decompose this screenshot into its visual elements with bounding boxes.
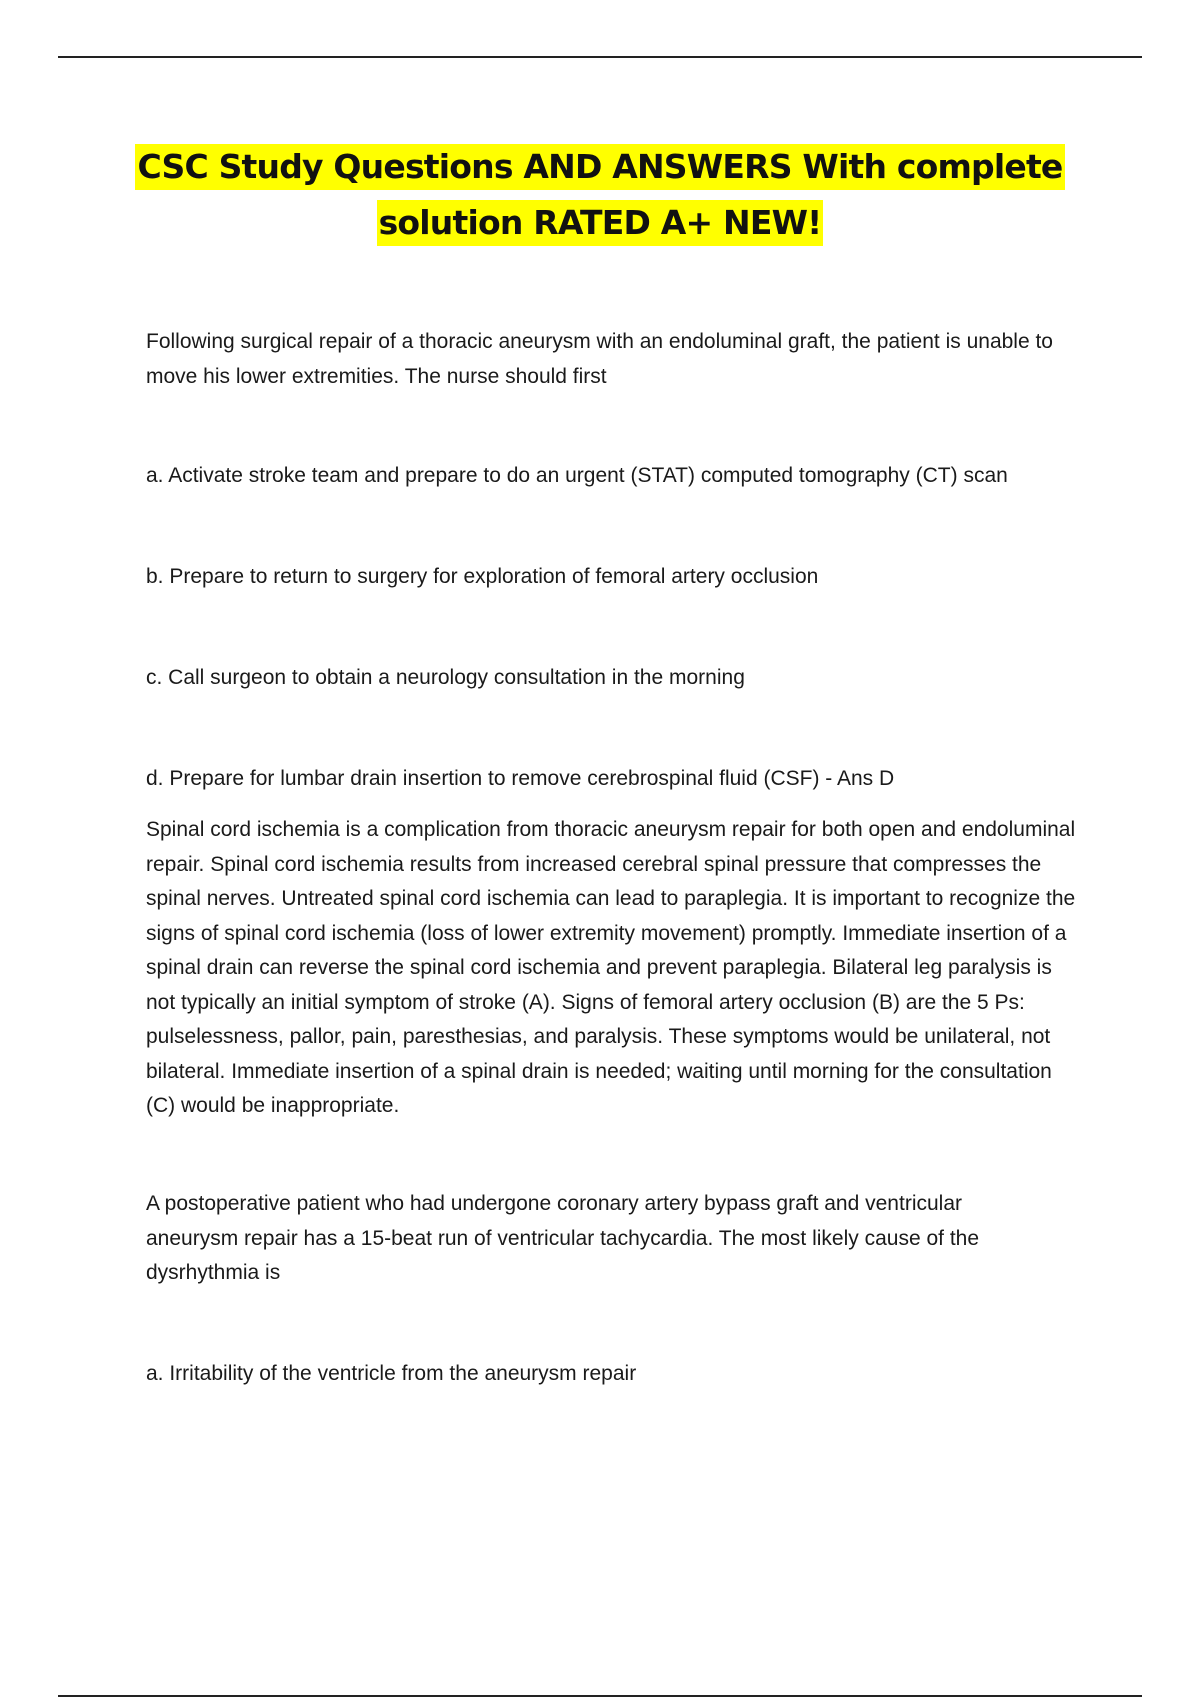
document-title [0,144,1200,256]
bottom-rule [58,1695,1142,1697]
question-1-explanation: Spinal cord ischemia is a complication from thoracic aneurysm repair for both open and endoluminal repair. Spinal cord ischemia results from increased cerebral spinal pressure that compresses the spinal nerves. Untreated spinal cord ischemia can lead to paraplegia. It is important to recognize the signs of spinal cord ischemia (loss of lower extremity movement) promptly. Immediate insertion of a spinal drain can reverse the spinal cord ischemia and prevent paraplegia. Bilateral leg paralysis is not typically an initial symptom of stroke (A). Signs of femoral artery occlusion (B) are the 5 Ps: pulselessness, pallor, pain, paresthesias, and paralysis. These symptoms would be unilateral, not bilateral. Immediate insertion of a spinal drain is needed; waiting until morning for the consultation (C) would be inappropriate. [146,818,1076,1117]
title-line-2: solution RATED A+ NEW! [377,200,824,246]
question-1-option-c: c. Call surgeon to obtain a neurology consultation in the morning [146,666,745,689]
question-2-stem: A postoperative patient who had undergone coronary artery bypass graft and ventricular aneurysm repair has a 15-beat run of ventricular tachycardia. The most likely cause of the dysrhythmia is [146,1192,980,1284]
question-1-option-a: a. Activate stroke team and prepare to do an urgent (STAT) computed tomography (CT) scan [146,464,1008,487]
title-line-1: CSC Study Questions AND ANSWERS With complete [135,144,1064,190]
top-rule [58,56,1142,58]
question-1-option-d: d. Prepare for lumbar drain insertion to remove cerebrospinal fluid (CSF) - Ans D [146,767,895,790]
question-1-stem: Following surgical repair of a thoracic aneurysm with an endoluminal graft, the patient is unable to move his lower extremities. The nurse should first [146,330,1053,388]
question-1-option-b: b. Prepare to return to surgery for exploration of femoral artery occlusion [146,565,819,588]
question-2-option-a: a. Irritability of the ventricle from the aneurysm repair [146,1362,637,1385]
